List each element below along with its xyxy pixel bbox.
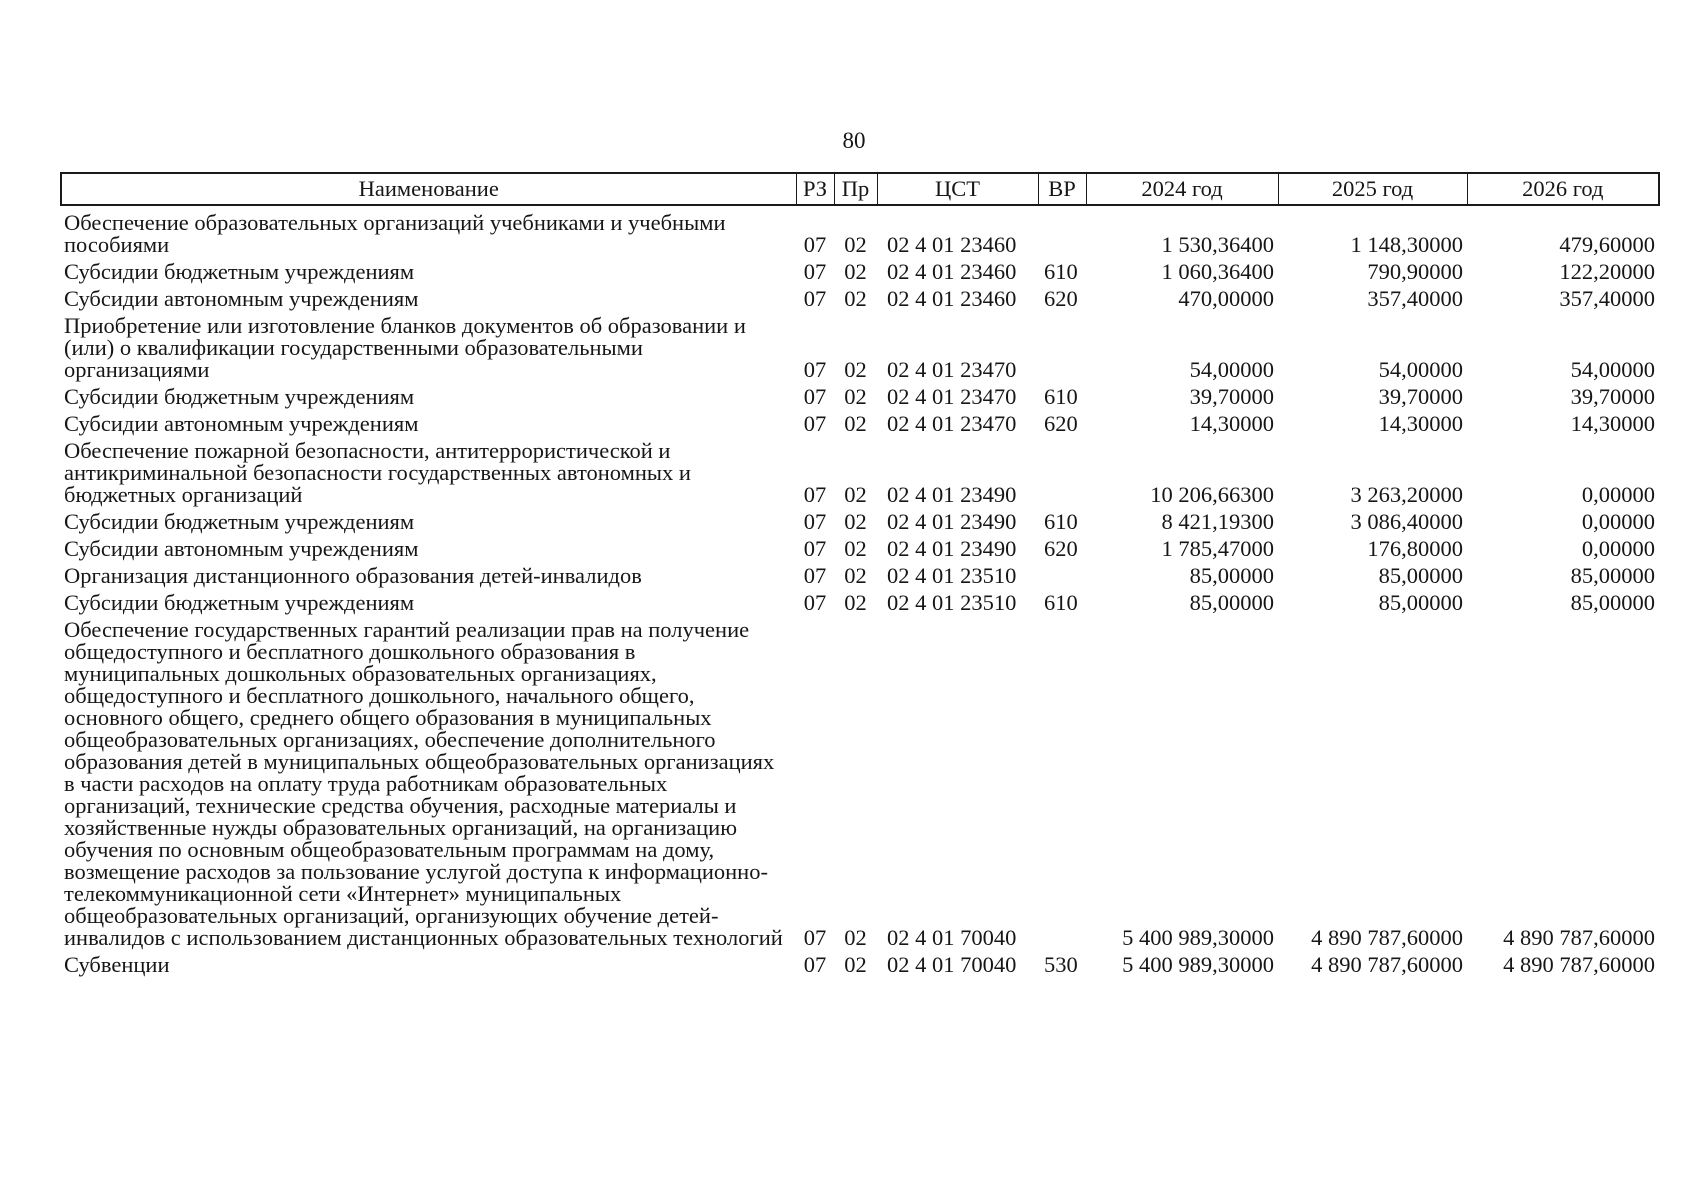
row-cst: 02 4 01 70040 bbox=[887, 925, 1017, 950]
row-amount-2026: 357,40000 bbox=[1559, 286, 1655, 311]
row-name: Организация дистанционного образования детей-инвалидов bbox=[64, 563, 642, 588]
row-rz: 07 bbox=[803, 536, 827, 561]
row-cst: 02 4 01 70040 bbox=[887, 952, 1017, 977]
row-vr: 610 bbox=[1044, 259, 1078, 284]
row-rz: 07 bbox=[803, 563, 827, 588]
row-amount-2024: 85,00000 bbox=[1189, 563, 1274, 588]
row-cst: 02 4 01 23490 bbox=[887, 482, 1017, 507]
row-pr: 02 bbox=[844, 925, 867, 950]
row-vr: 530 bbox=[1044, 952, 1078, 977]
row-amount-2024: 1 060,36400 bbox=[1161, 259, 1274, 284]
row-rz: 07 bbox=[803, 509, 827, 534]
row-rz: 07 bbox=[803, 286, 827, 311]
table-row bbox=[61, 288, 1659, 315]
row-name: Субсидии бюджетным учреждениям bbox=[64, 590, 415, 615]
row-pr: 02 bbox=[844, 509, 867, 534]
row-rz: 07 bbox=[803, 482, 827, 507]
row-pr: 02 bbox=[844, 536, 867, 561]
row-cst: 02 4 01 23490 bbox=[887, 509, 1017, 534]
row-amount-2024: 54,00000 bbox=[1189, 357, 1274, 382]
row-amount-2026: 4 890 787,60000 bbox=[1503, 925, 1655, 950]
row-vr bbox=[1038, 619, 1086, 954]
table-row bbox=[61, 592, 1659, 619]
row-pr: 02 bbox=[844, 952, 867, 977]
table-row bbox=[61, 205, 1659, 261]
row-cst: 02 4 01 23460 bbox=[887, 232, 1017, 257]
row-cst: 02 4 01 23470 bbox=[887, 411, 1017, 436]
row-name: Приобретение или изготовление бланков документов об образовании и (или) о квалификации государственными образовательными организациями bbox=[64, 313, 746, 382]
row-rz: 07 bbox=[803, 384, 827, 409]
row-amount-2025: 790,90000 bbox=[1367, 259, 1463, 284]
row-cst: 02 4 01 23470 bbox=[887, 384, 1017, 409]
table-row bbox=[61, 619, 1659, 954]
row-amount-2025: 85,00000 bbox=[1378, 563, 1463, 588]
row-cst: 02 4 01 23490 bbox=[887, 536, 1017, 561]
row-rz: 07 bbox=[803, 952, 827, 977]
row-amount-2026: 0,00000 bbox=[1581, 536, 1655, 561]
header-vr: ВР bbox=[1038, 173, 1086, 205]
row-amount-2026: 39,70000 bbox=[1570, 384, 1655, 409]
row-vr: 620 bbox=[1044, 411, 1078, 436]
row-cst: 02 4 01 23470 bbox=[887, 357, 1017, 382]
row-amount-2025: 14,30000 bbox=[1378, 411, 1463, 436]
row-pr: 02 bbox=[844, 232, 867, 257]
row-amount-2026: 0,00000 bbox=[1581, 482, 1655, 507]
row-rz: 07 bbox=[803, 259, 827, 284]
row-amount-2026: 4 890 787,60000 bbox=[1503, 952, 1655, 977]
row-rz: 07 bbox=[803, 357, 827, 382]
row-amount-2024: 1 785,47000 bbox=[1161, 536, 1274, 561]
table-row bbox=[61, 315, 1659, 386]
row-pr: 02 bbox=[844, 590, 867, 615]
row-cst: 02 4 01 23510 bbox=[887, 563, 1017, 588]
page-number: 80 bbox=[842, 128, 866, 153]
table-row bbox=[61, 954, 1659, 981]
table-header bbox=[61, 173, 1659, 205]
row-amount-2026: 85,00000 bbox=[1570, 563, 1655, 588]
row-amount-2025: 3 086,40000 bbox=[1350, 509, 1463, 534]
row-vr: 610 bbox=[1044, 509, 1078, 534]
row-rz: 07 bbox=[803, 590, 827, 615]
row-name: Обеспечение пожарной безопасности, антитеррористической и антикриминальной безопасности государственных автономных и бюджетных организаций bbox=[64, 438, 691, 507]
row-vr: 610 bbox=[1044, 590, 1078, 615]
row-amount-2026: 0,00000 bbox=[1581, 509, 1655, 534]
row-amount-2024: 10 206,66300 bbox=[1150, 482, 1274, 507]
row-amount-2024: 5 400 989,30000 bbox=[1122, 925, 1274, 950]
row-amount-2026: 479,60000 bbox=[1559, 232, 1655, 257]
row-amount-2025: 4 890 787,60000 bbox=[1311, 925, 1463, 950]
row-amount-2025: 357,40000 bbox=[1367, 286, 1463, 311]
row-amount-2024: 8 421,19300 bbox=[1161, 509, 1274, 534]
row-name: Субсидии бюджетным учреждениям bbox=[64, 509, 415, 534]
table-row bbox=[61, 565, 1659, 592]
row-name: Обеспечение государственных гарантий реализации прав на получение общедоступного и бесплатного дошкольного образования в муниципальных дошкольных образовательных организациях, общедоступного и бесплатного дошкольного, начального общего, основного общего, среднего общего образования в муниципальных общеобразовательных организациях, обеспечение дополнительного образования детей в муниципальных общеобразовательных организациях в части расходов на оплату труда работникам образовательных организаций, технические средства обучения, расходные материалы и хозяйственные нужды образовательных организаций, на организацию обучения по основным общеобразовательным программам на дому, возмещение расходов за пользование услугой доступа к информационно-телекоммуникационной сети «Интернет» муниципальных общеобразовательных организаций, организующих обучение детей-инвалидов с использованием дистанционных образовательных технологий bbox=[64, 617, 783, 950]
row-rz: 07 bbox=[803, 232, 827, 257]
table-row bbox=[61, 511, 1659, 538]
row-name: Обеспечение образовательных организаций учебниками и учебными пособиями bbox=[64, 210, 726, 257]
header-2024: 2024 год bbox=[1086, 173, 1278, 205]
row-pr: 02 bbox=[844, 384, 867, 409]
row-amount-2024: 5 400 989,30000 bbox=[1122, 952, 1274, 977]
row-name: Субвенции bbox=[64, 952, 170, 977]
row-pr: 02 bbox=[844, 357, 867, 382]
row-amount-2026: 14,30000 bbox=[1570, 411, 1655, 436]
row-amount-2024: 470,00000 bbox=[1178, 286, 1274, 311]
table-row bbox=[61, 261, 1659, 288]
row-amount-2025: 1 148,30000 bbox=[1350, 232, 1463, 257]
row-name: Субсидии автономным учреждениям bbox=[64, 536, 419, 561]
header-pr: Пр bbox=[834, 173, 877, 205]
row-vr bbox=[1038, 440, 1086, 511]
row-pr: 02 bbox=[844, 563, 867, 588]
table-row bbox=[61, 413, 1659, 440]
row-amount-2025: 176,80000 bbox=[1367, 536, 1463, 561]
row-name: Субсидии бюджетным учреждениям bbox=[64, 259, 415, 284]
row-pr: 02 bbox=[844, 482, 867, 507]
row-rz: 07 bbox=[803, 925, 827, 950]
row-rz: 07 bbox=[803, 411, 827, 436]
row-amount-2025: 4 890 787,60000 bbox=[1311, 952, 1463, 977]
table-row bbox=[61, 538, 1659, 565]
header-2025: 2025 год bbox=[1278, 173, 1467, 205]
row-amount-2024: 85,00000 bbox=[1189, 590, 1274, 615]
row-cst: 02 4 01 23510 bbox=[887, 590, 1017, 615]
budget-table bbox=[60, 172, 1660, 981]
row-vr bbox=[1038, 565, 1086, 592]
row-amount-2025: 54,00000 bbox=[1378, 357, 1463, 382]
row-name: Субсидии автономным учреждениям bbox=[64, 411, 419, 436]
table-row bbox=[61, 386, 1659, 413]
row-amount-2025: 39,70000 bbox=[1378, 384, 1463, 409]
row-pr: 02 bbox=[844, 286, 867, 311]
header-cst: ЦСТ bbox=[877, 173, 1038, 205]
row-vr: 620 bbox=[1044, 536, 1078, 561]
row-amount-2024: 14,30000 bbox=[1189, 411, 1274, 436]
row-vr bbox=[1038, 315, 1086, 386]
row-cst: 02 4 01 23460 bbox=[887, 259, 1017, 284]
row-amount-2026: 122,20000 bbox=[1559, 259, 1655, 284]
table-row bbox=[61, 440, 1659, 511]
header-row bbox=[61, 173, 1659, 205]
row-vr: 610 bbox=[1044, 384, 1078, 409]
row-amount-2026: 54,00000 bbox=[1570, 357, 1655, 382]
row-vr bbox=[1038, 205, 1086, 261]
row-vr: 620 bbox=[1044, 286, 1078, 311]
table-body bbox=[61, 205, 1659, 981]
header-rz: РЗ bbox=[796, 173, 834, 205]
row-amount-2024: 1 530,36400 bbox=[1161, 232, 1274, 257]
row-name: Субсидии автономным учреждениям bbox=[64, 286, 419, 311]
header-2026: 2026 год bbox=[1467, 173, 1659, 205]
row-pr: 02 bbox=[844, 411, 867, 436]
row-amount-2026: 85,00000 bbox=[1570, 590, 1655, 615]
row-amount-2025: 85,00000 bbox=[1378, 590, 1463, 615]
row-amount-2025: 3 263,20000 bbox=[1350, 482, 1463, 507]
row-amount-2024: 39,70000 bbox=[1189, 384, 1274, 409]
row-name: Субсидии бюджетным учреждениям bbox=[64, 384, 415, 409]
header-name: Наименование bbox=[61, 173, 796, 205]
row-pr: 02 bbox=[844, 259, 867, 284]
row-cst: 02 4 01 23460 bbox=[887, 286, 1017, 311]
